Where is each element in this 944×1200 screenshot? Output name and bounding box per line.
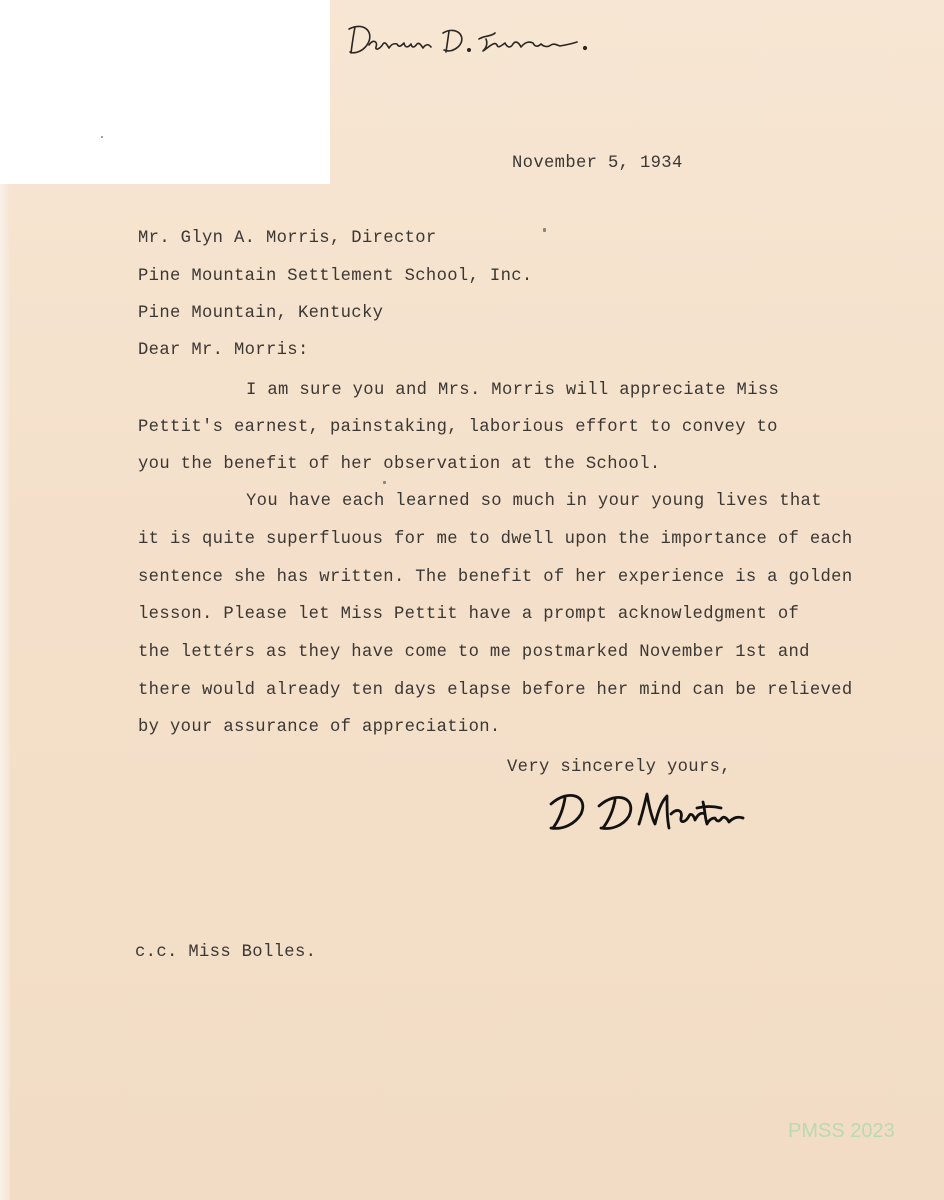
letter-date: November 5, 1934 — [512, 154, 683, 173]
salutation: Dear Mr. Morris: — [138, 341, 309, 360]
recipient-address-line: Pine Mountain, Kentucky — [138, 304, 384, 323]
paper-speck — [383, 481, 386, 484]
paragraph2-line1: You have each learned so much in your young lives that — [246, 492, 822, 511]
paragraph2-line4: lesson. Please let Miss Pettit have a prompt acknowledgment of — [138, 605, 800, 624]
paragraph1-line2: Pettit's earnest, painstaking, laborious effort to convey to — [138, 418, 778, 437]
archive-watermark: PMSS 2023 — [788, 1120, 895, 1142]
paragraph1-line3: you the benefit of her observation at the School. — [138, 455, 661, 474]
paragraph2-line6: there would already ten days elapse before her mind can be relieved — [138, 681, 853, 700]
closing: Very sincerely yours, — [507, 758, 731, 777]
paragraph2-line2: it is quite superfluous for me to dwell upon the importance of each — [138, 530, 853, 549]
paragraph1-line1: I am sure you and Mrs. Morris will appreciate Miss — [246, 381, 780, 400]
recipient-name-line: Mr. Glyn A. Morris, Director — [138, 229, 437, 248]
blank-paper-overlay — [0, 0, 330, 184]
recipient-organization-line: Pine Mountain Settlement School, Inc. — [138, 267, 533, 286]
paper-edge — [0, 184, 10, 1200]
paragraph2-line5: the lettérs as they have come to me postmarked November 1st and — [138, 643, 810, 662]
paper-speck — [543, 228, 546, 232]
handwritten-signature — [545, 778, 755, 848]
carbon-copy-line: c.c. Miss Bolles. — [135, 943, 317, 962]
handwritten-name-header — [345, 15, 595, 65]
paper-speck — [101, 136, 103, 138]
paragraph2-line7: by your assurance of appreciation. — [138, 718, 501, 737]
paragraph2-line3: sentence she has written. The benefit of her experience is a golden — [138, 568, 853, 587]
